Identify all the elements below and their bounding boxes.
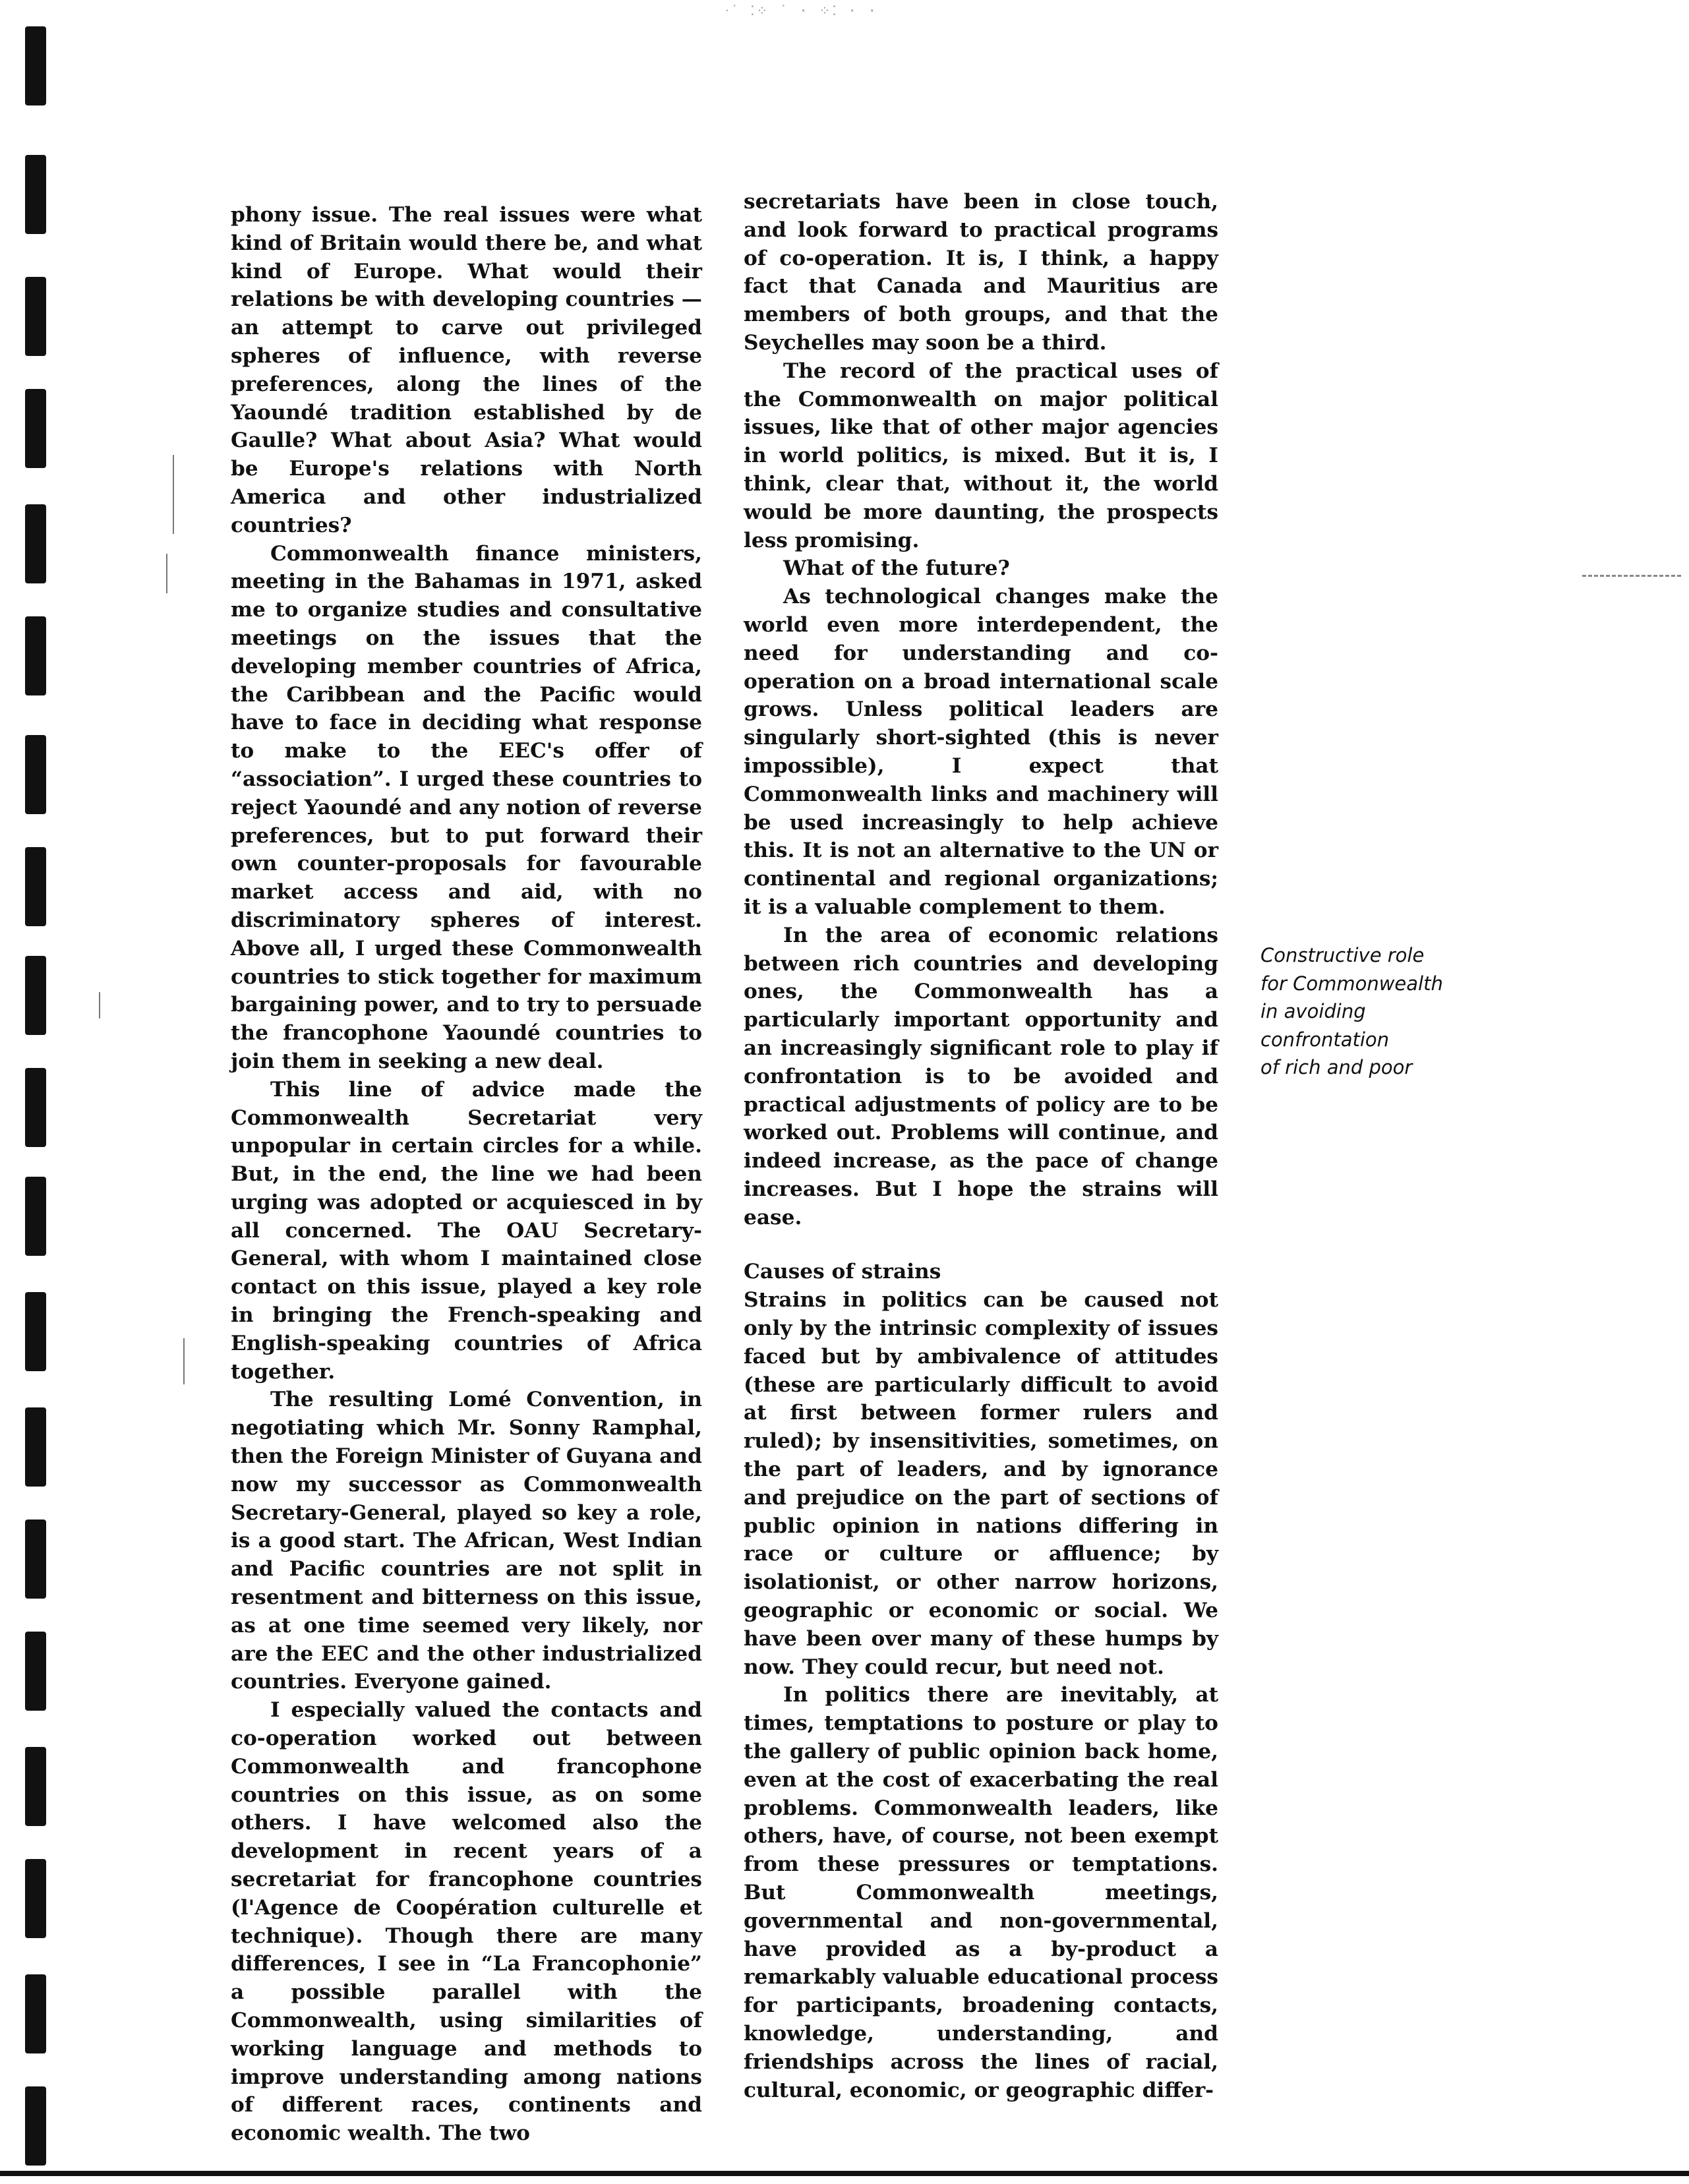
binder-hole <box>25 616 46 695</box>
margin-note-line: Constructive role <box>1260 944 1425 966</box>
margin-note <box>1260 941 1485 1082</box>
section-heading: Causes of strains <box>744 1260 941 1284</box>
margin-note-line: confrontation <box>1260 1028 1390 1051</box>
paragraph: The resulting Lomé Convention, in negotiating which Mr. Sonny Ramphal, then the Foreign Minister of Guyana and now my successor as Commonwealth Secretary-General, played so key a role, is a good start. The African, West Indian and Pacific countries are not split in resentment and bitterness on this issue, as at one time seemed very likely, nor are the EEC and the other industrialized countries. Everyone gained. <box>231 1388 702 1694</box>
margin-note-line: for Commonwealth <box>1260 972 1443 995</box>
paragraph: Strains in politics can be caused not only by the intrinsic complexity of issues faced but by ambivalence of attitudes (these are particularly difficult to avoid at first between former rulers and ruled); by insensitivities, sometimes, on the part of leaders, and by ignorance and prejudice on the part of sections of public opinion in nations differing in race or culture or affluence; by isolationist, or other narrow horizons, geographic or economic or social. We have been over many of these humps by now. They could recur, but need not. <box>744 1288 1218 1679</box>
scan-tick-mark <box>173 455 174 534</box>
paragraph: The record of the practical uses of the Commonwealth on major political issues, like that of other major agencies in world politics, is mixed. But it is, I think, clear that, without it, the world would be more daunting, the prospects less promising. <box>744 359 1218 552</box>
binder-hole <box>25 956 46 1035</box>
scan-bottom-edge <box>0 2171 1689 2176</box>
paragraph: This line of advice made the Commonwealth Secretariat very unpopular in certain circles for a while. But, in the end, the line we had been urging was adopted or acquiesced in by all concerned. The OAU Secretary-General, with whom I maintained close contact on this issue, played a key role in bringing the French-speaking and English-speaking countries of Africa together. <box>231 1077 702 1384</box>
paragraph: What of the future? <box>783 556 1010 581</box>
binder-hole <box>25 26 46 105</box>
paragraph: In the area of economic relations between rich countries and developing ones, the Commonwealth has a particularly important opportunity and an increasingly significant role to play if confrontation is to be avoided and practical adjustments of policy are to be worked out. Problems will continue, and indeed increase, as the pace of change increases. But I hope the strains will ease. <box>744 923 1218 1229</box>
binder-hole <box>25 389 46 468</box>
binder-hole <box>25 155 46 234</box>
binder-hole <box>25 1747 46 1826</box>
margin-note-line: in avoiding <box>1260 1000 1366 1022</box>
paragraph: In politics there are inevitably, at times, temptations to posture or play to the gallery of public opinion back home, even at the cost of exacerbating the real problems. Commonwealth leaders, like others, have, of course, not been exempt from these pressures or temptations. But Commonwealth meetings, governmental and non-governmental, have provided as a by-product a remarkably valuable educational process for participants, broadening contacts, knowledge, understanding, and friendships across the lines of racial, cultural, economic, or geographic differ- <box>744 1683 1218 2102</box>
binder-hole <box>25 1177 46 1256</box>
left-text-column <box>231 201 702 2148</box>
binder-hole <box>25 2086 46 2166</box>
scan-tick-mark <box>99 992 100 1018</box>
binder-hole <box>25 735 46 814</box>
margin-note-line: of rich and poor <box>1260 1056 1413 1078</box>
binder-hole <box>25 1632 46 1711</box>
paragraph: As technological changes make the world even more interdependent, the need for understanding and co-operation on a broad international scale grows. Unless political leaders are singularly short-sighted (this is never impossible), I expect that Commonwealth links and machinery will be used increasingly to help achieve this. It is not an alternative to the UN or continental and regional organizations; it is a valuable complement to them. <box>744 585 1218 919</box>
binder-hole <box>25 504 46 583</box>
binder-hole <box>25 1974 46 2053</box>
right-text-column <box>744 188 1218 2104</box>
binder-hole <box>25 1520 46 1599</box>
paragraph: I especially valued the contacts and co-operation worked out between Commonwealth and francophone countries on this issue, as on some others. I have welcomed also the development in recent years of a secretariat for francophone countries (l'Agence de Coopération culturelle et technique). Though there are many differences, I see in “La Francophonie” a possible parallel with the Commonwealth, using similarities of working language and methods to improve understanding among nations of different races, continents and economic wealth. The two <box>231 1698 702 2146</box>
binder-hole <box>25 1407 46 1487</box>
header-scan-marks: ᐧ˙ ⁚⁘ ˙ · ⁘⁚ · · <box>725 3 878 18</box>
scan-tick-mark <box>183 1338 185 1384</box>
binder-hole <box>25 1859 46 1938</box>
paragraph: Commonwealth finance ministers, meeting in the Bahamas in 1971, asked me to organize studies and consultative meetings on the issues that the developing member countries of Africa, the Caribbean and the Pacific would have to face in deciding what response to make to the EEC's offer of “association”. I urged these countries to reject Yaoundé and any notion of reverse preferences, but to put forward their own counter-proposals for favourable market access and aid, with no discriminatory spheres of interest. Above all, I urged these Commonwealth countries to stick together for maximum bargaining power, and to try to persuade the francophone Yaoundé countries to join them in seeking a new deal. <box>231 541 703 1073</box>
paragraph: phony issue. The real issues were what kind of Britain would there be, and what kind of Europe. What would their relations be with developing countries — an attempt to carve out privileged spheres of influence, with reverse preferences, along the lines of the Yaoundé tradition established by de Gaulle? What about Asia? What would be Europe's relations with North America and other industrialized countries? <box>231 203 702 537</box>
binder-hole <box>25 277 46 356</box>
binder-hole <box>25 1068 46 1147</box>
paragraph: secretariats have been in close touch, and look forward to practical programs of co-operation. It is, I think, a happy fact that Canada and Mauritius are members of both groups, and that the Seychelles may soon be a third. <box>744 190 1218 355</box>
scan-dash-mark <box>1582 575 1681 577</box>
scan-tick-mark <box>166 554 167 593</box>
binder-hole <box>25 847 46 926</box>
binder-hole <box>25 1292 46 1371</box>
